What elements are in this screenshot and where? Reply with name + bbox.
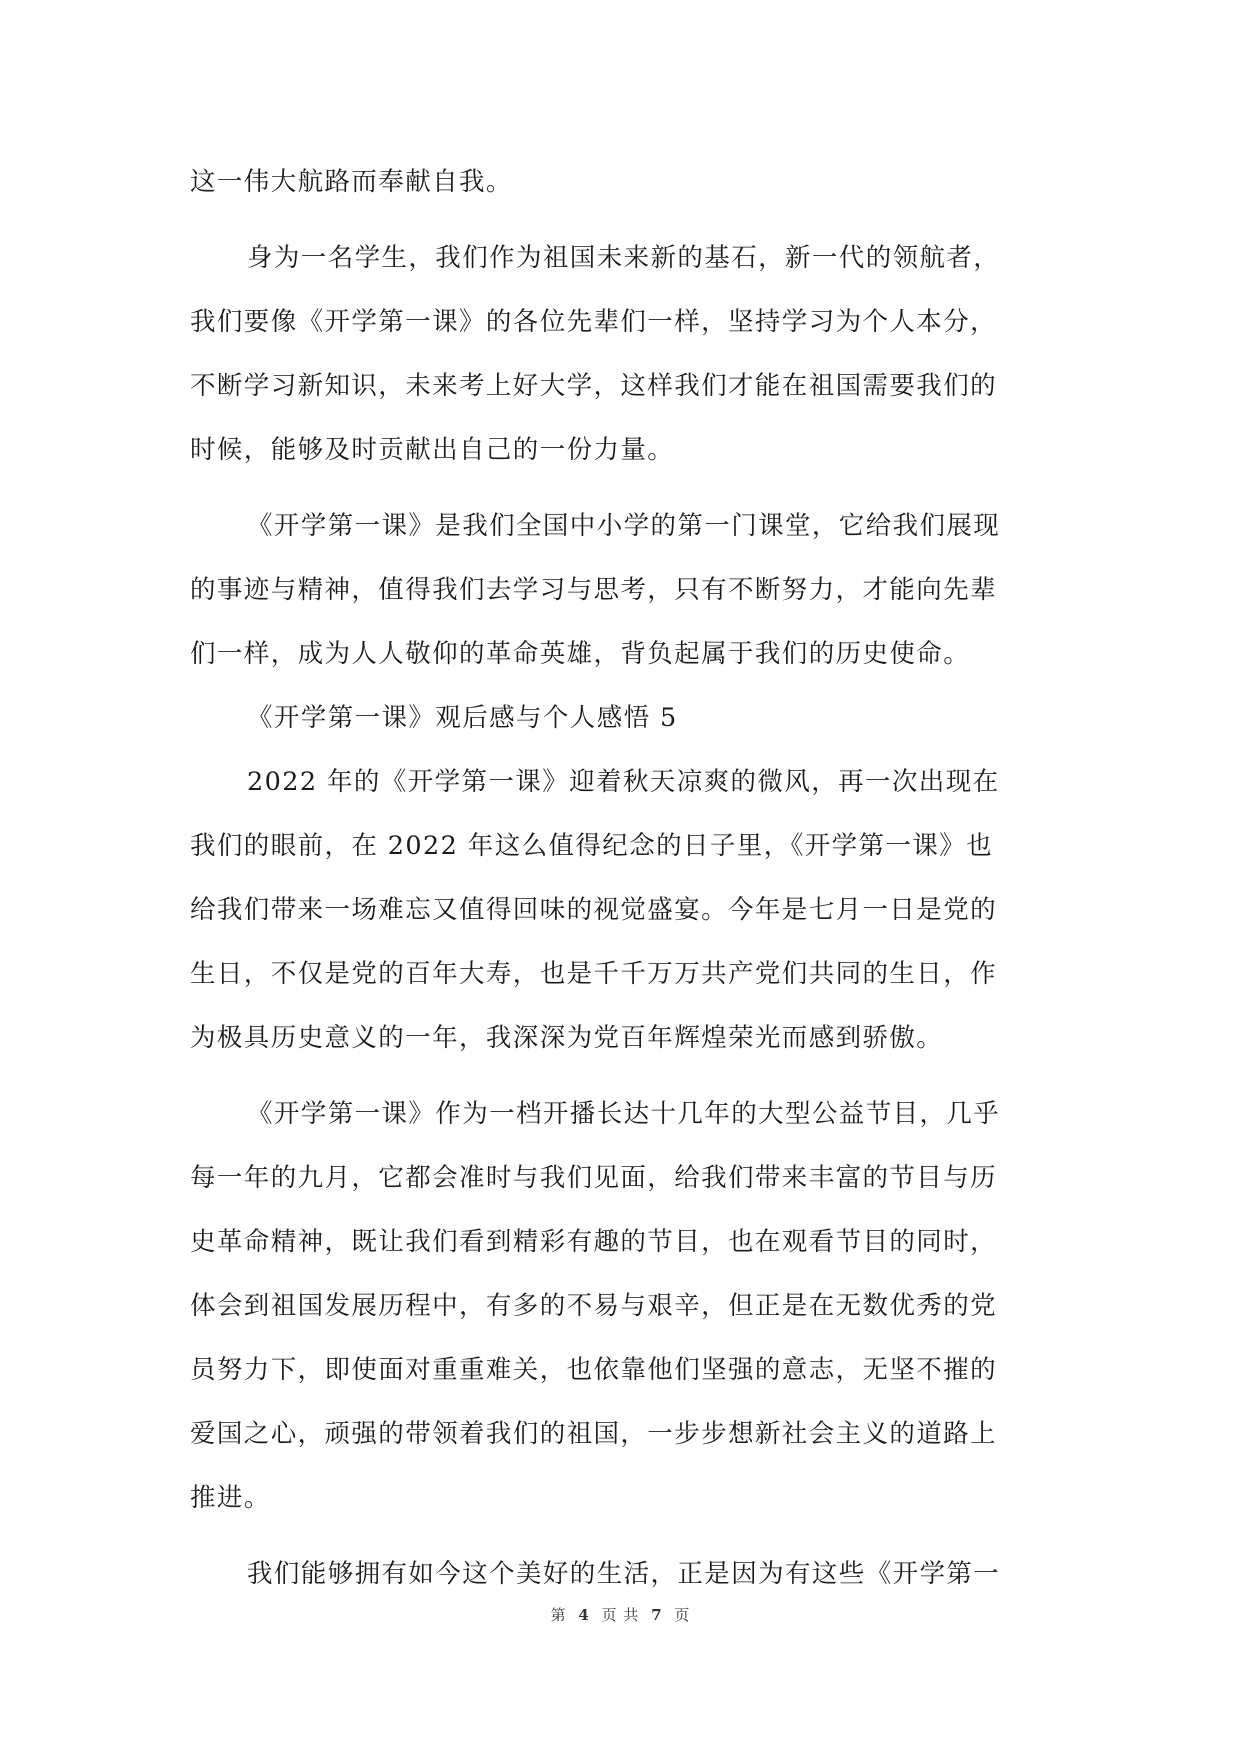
current-page-number: 4 [578,1606,590,1624]
text-line: 的事迹与精神，值得我们去学习与思考，只有不断努力，才能向先辈 [190,575,998,605]
text-line: 我们要像《开学第一课》的各位先辈们一样，坚持学习为个人本分， [190,307,998,337]
paragraph-gap [190,214,1050,226]
text-line: 给我们带来一场难忘又值得回味的视觉盛宴。今年是七月一日是党的 [190,895,998,925]
text-line: 们一样，成为人人敬仰的革命英雄，背负起属于我们的历史使命。 [190,639,971,669]
text-line: 不断学习新知识，未来考上好大学，这样我们才能在祖国需要我们的 [190,371,998,401]
text-line: 我们能够拥有如今这个美好的生活，正是因为有这些《开学第一 [247,1559,1001,1589]
text-line: 为极具历史意义的一年，我深深为党百年辉煌荣光而感到骄傲。 [190,1023,944,1053]
paragraph-gap [190,1070,1050,1082]
text-line: 《开学第一课》是我们全国中小学的第一门课堂，它给我们展现 [247,511,1001,541]
text-line: 推进。 [190,1483,271,1513]
text-line: 这一伟大航路而奉献自我。 [190,167,513,197]
text-line: 《开学第一课》观后感与个人感悟 5 [247,703,678,733]
text-line: 2022 年的《开学第一课》迎着秋天凉爽的微风，再一次出现在 [247,767,1000,797]
footer-suffix: 页 [674,1606,691,1624]
text-line: 爱国之心，顽强的带领着我们的祖国，一步步想新社会主义的道路上 [190,1419,998,1449]
text-line: 我们的眼前，在 2022 年这么值得纪念的日子里，《开学第一课》也 [190,831,994,861]
text-line: 史革命精神，既让我们看到精彩有趣的节目，也在观看节目的同时， [190,1227,998,1257]
footer-middle: 页 共 [601,1606,640,1624]
paragraph-gap [190,482,1050,494]
text-line: 《开学第一课》作为一档开播长达十几年的大型公益节目，几乎 [247,1099,1001,1129]
text-line: 每一年的九月，它都会准时与我们见面，给我们带来丰富的节目与历 [190,1163,998,1193]
text-line: 身为一名学生，我们作为祖国未来新的基石，新一代的领航者， [247,243,1001,273]
text-line: 生日，不仅是党的百年大寿，也是千千万万共产党们共同的生日，作 [190,959,998,989]
footer-prefix: 第 [550,1606,567,1624]
document-body [190,150,1050,1606]
total-page-number: 7 [651,1606,663,1624]
text-line: 员努力下，即使面对重重难关，也依靠他们坚强的意志，无坚不摧的 [190,1355,998,1385]
text-line: 时候，能够及时贡献出自己的一份力量。 [190,435,675,465]
text-line: 体会到祖国发展历程中，有多的不易与艰辛，但正是在无数优秀的党 [190,1291,998,1321]
paragraph-gap [190,1530,1050,1542]
page-footer [0,1604,1241,1625]
